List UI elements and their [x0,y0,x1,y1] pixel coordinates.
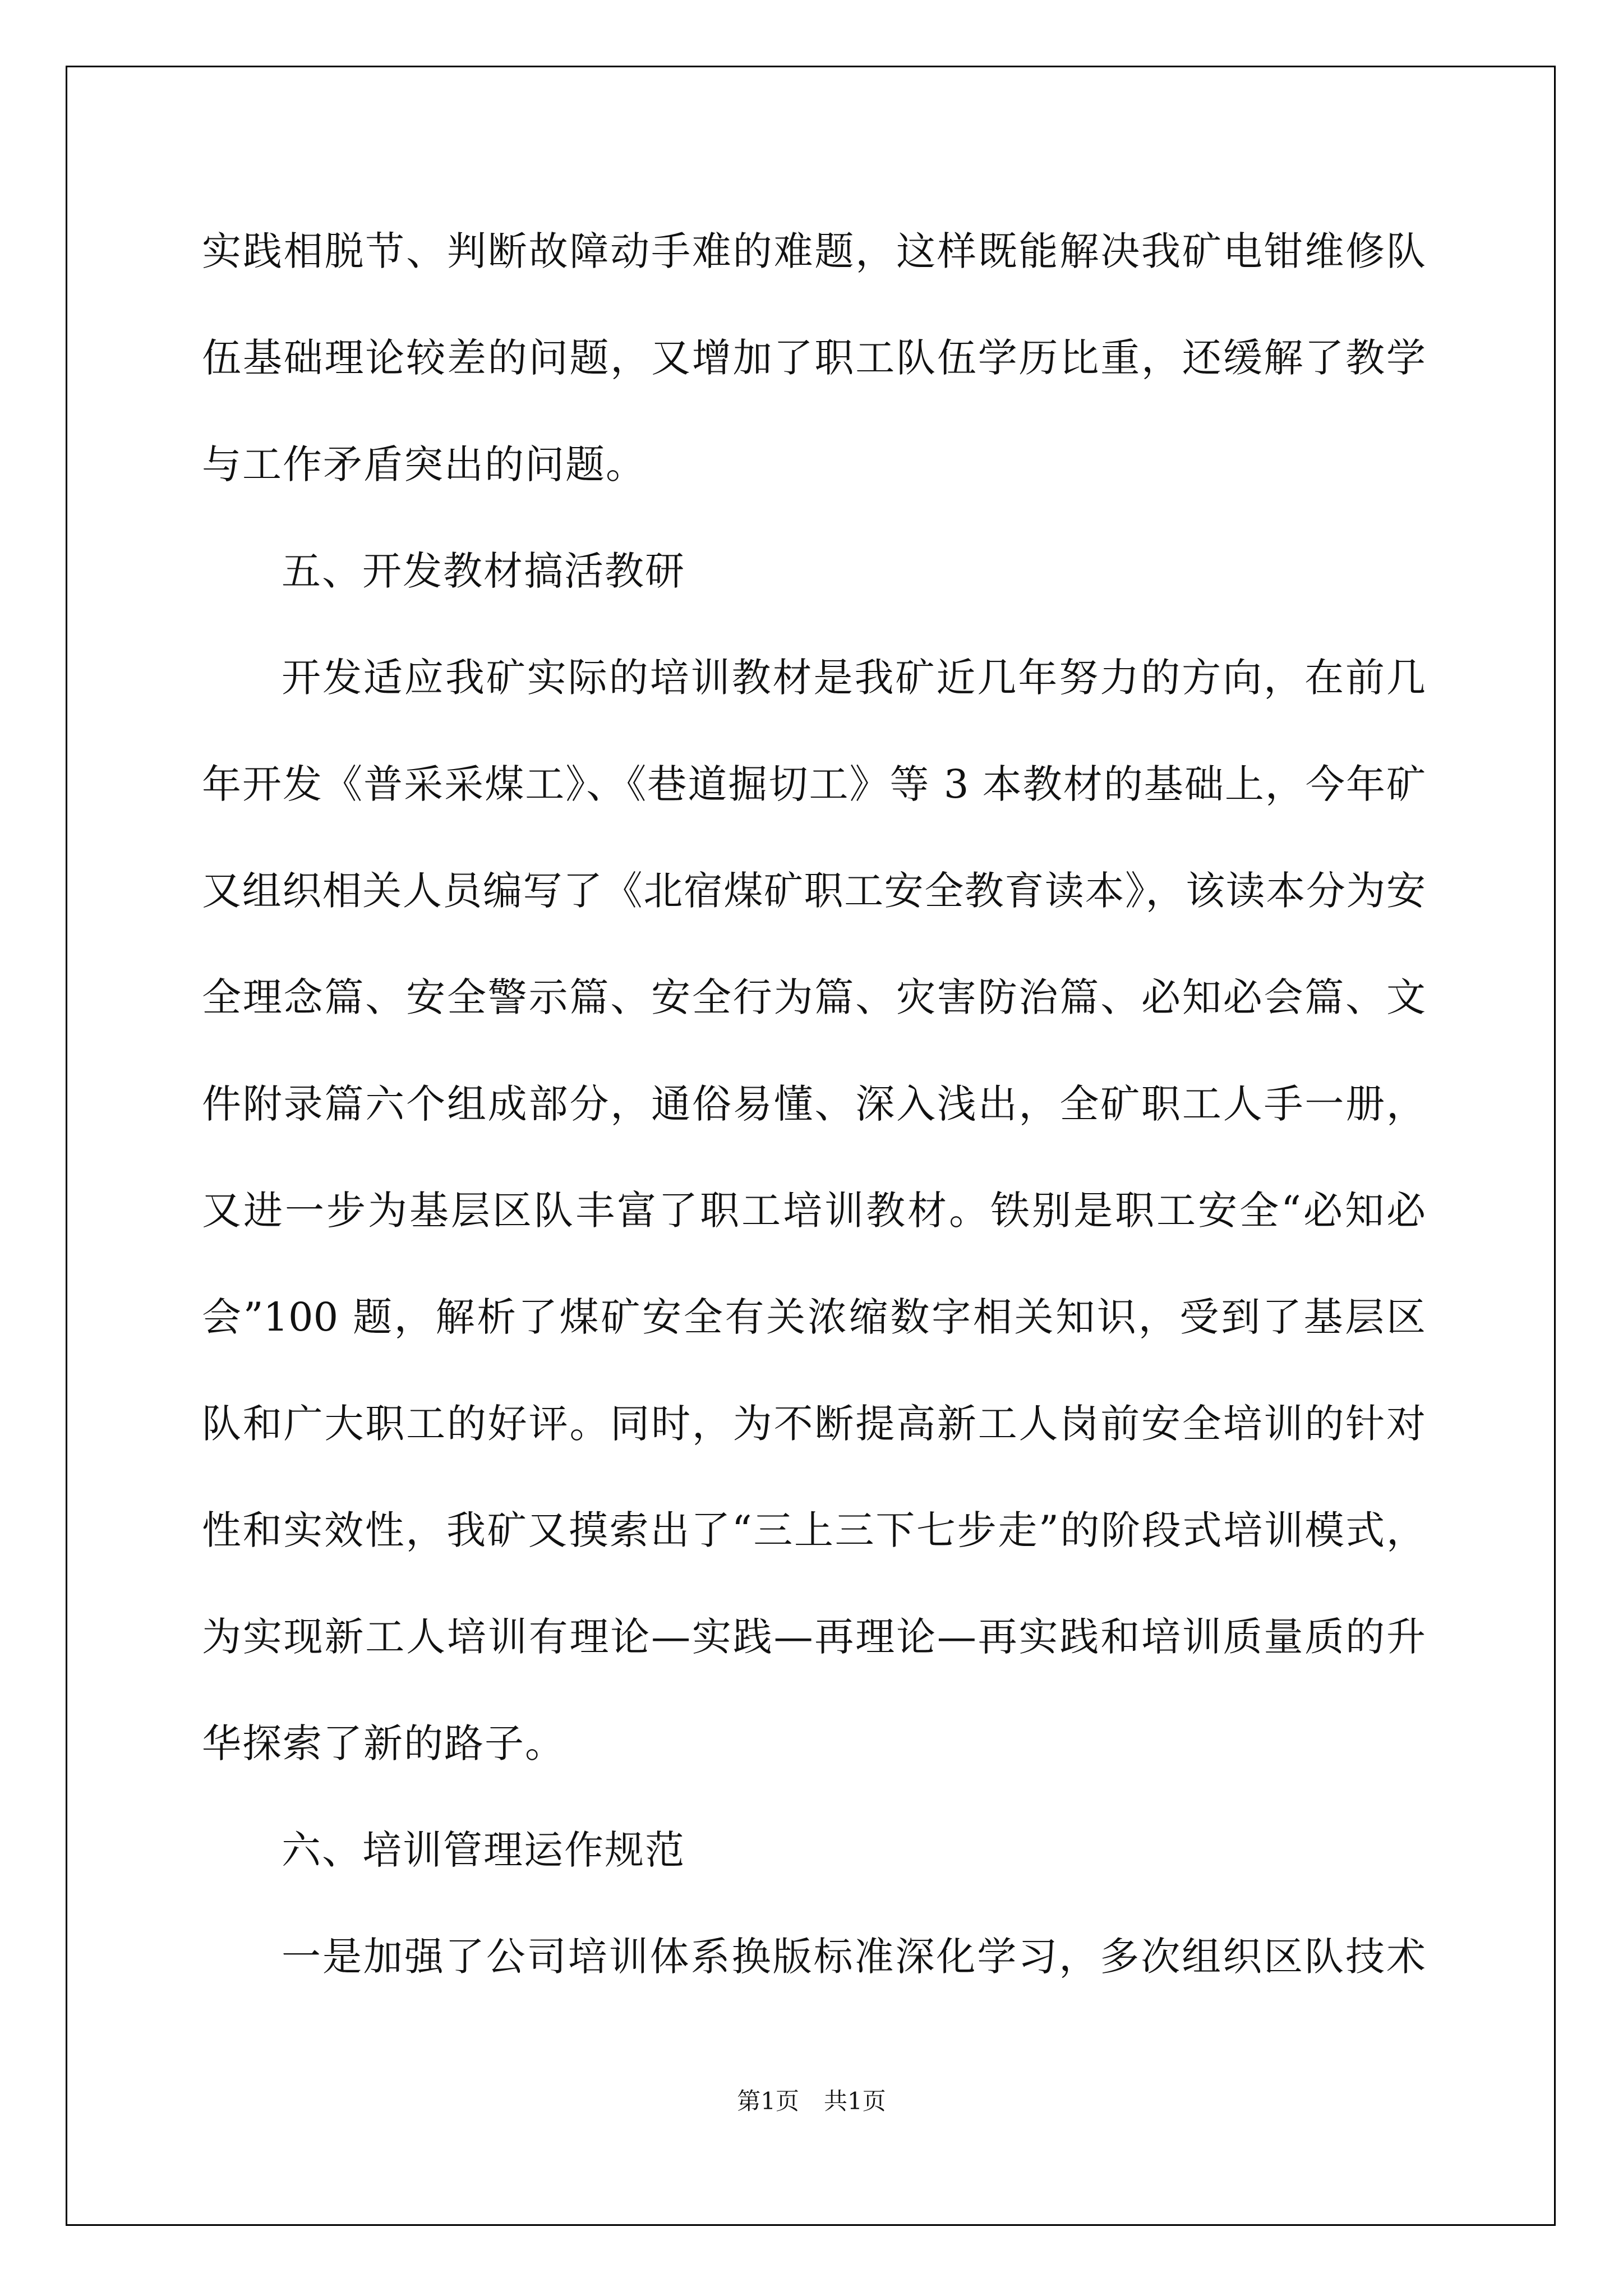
section-heading: 五、开发教材搞活教研 [282,548,685,594]
section-heading: 六、培训管理运作规范 [282,1827,685,1873]
page-number: 第1页 [737,2087,799,2115]
body-text-line: 会”100 题，解析了煤矿安全有关浓缩数字相关知识，受到了基层区 [202,1294,1426,1340]
body-text-line: 又组织相关人员编写了《北宿煤矿职工安全教育读本》，该读本分为安 [202,868,1426,914]
body-text-line: 一是加强了公司培训体系换版标准深化学习，多次组织区队技术 [282,1934,1426,1980]
body-text-line: 为实现新工人培训有理论—实践—再理论—再实践和培训质量质的升 [202,1614,1426,1660]
body-text-line: 件附录篇六个组成部分，通俗易懂、深入浅出，全矿职工人手一册， [202,1081,1426,1127]
body-text-line: 又进一步为基层区队丰富了职工培训教材。铁别是职工安全“必知必 [202,1188,1426,1234]
document-body [202,198,1426,2010]
body-text-line: 年开发《普采采煤工》、《巷道掘切工》等 3 本教材的基础上，今年矿 [202,761,1426,807]
body-text-line: 性和实效性，我矿又摸索出了“三上三下七步走”的阶段式培训模式， [202,1507,1426,1553]
body-text-line: 实践相脱节、判断故障动手难的难题，这样既能解决我矿电钳维修队 [202,228,1426,274]
body-text-line: 队和广大职工的好评。同时，为不断提高新工人岗前安全培训的针对 [202,1401,1426,1447]
page-footer [0,2087,1623,2115]
body-text-line: 全理念篇、安全警示篇、安全行为篇、灾害防治篇、必知必会篇、文 [202,974,1426,1020]
body-text-line: 伍基础理论较差的问题，又增加了职工队伍学历比重，还缓解了教学 [202,335,1426,381]
body-text-line: 与工作矛盾突出的问题。 [202,441,646,487]
body-text-line: 华探索了新的路子。 [202,1720,565,1766]
page-total: 共1页 [824,2087,886,2115]
body-text-line: 开发适应我矿实际的培训教材是我矿近几年努力的方向，在前几 [282,655,1426,701]
